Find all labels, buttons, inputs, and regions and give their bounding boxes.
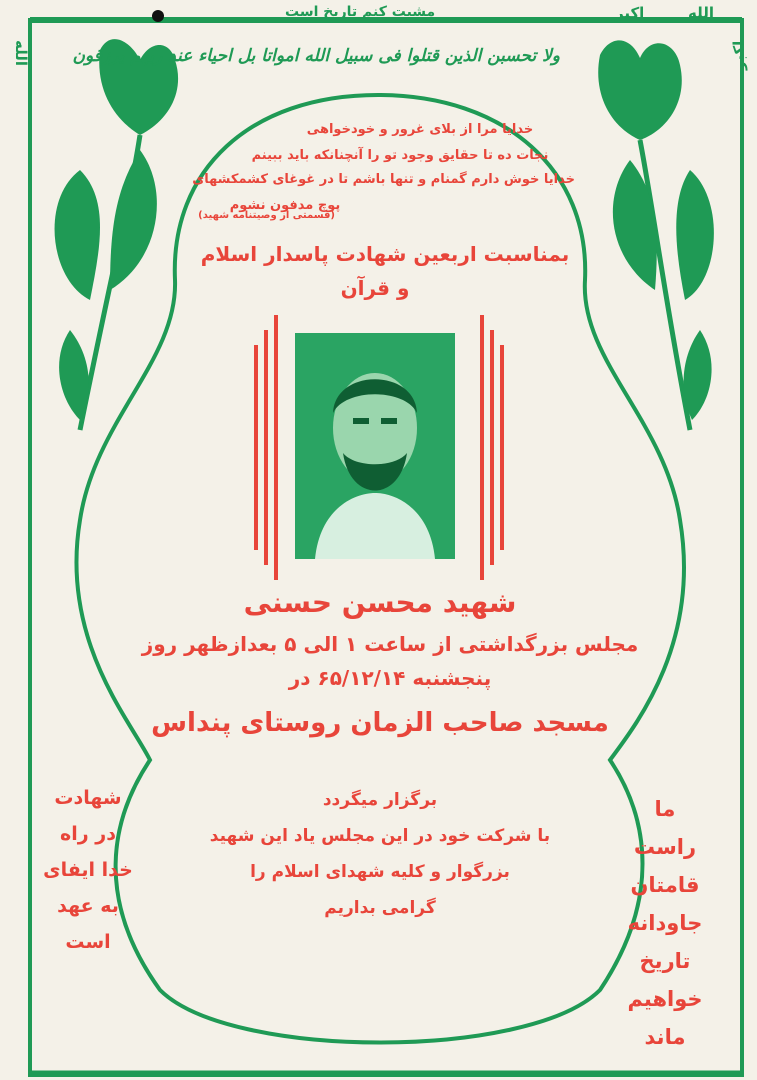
invitation-line-2: با شرکت خود در این مجلس یاد این شهید	[209, 826, 551, 846]
will-line-1: خدایا مرا از بلای غرور و خودخواهی	[306, 122, 534, 137]
right-quote-line: جاودانه	[627, 911, 703, 935]
ink-dot	[152, 10, 164, 22]
right-quote-line: تاریخ	[639, 949, 691, 973]
will-line-4: پوچ مدفون نشوم	[229, 198, 341, 213]
top-center-text: مشیت کنم تاریخ است	[285, 4, 436, 20]
left-quote-line: شهادت	[54, 787, 122, 809]
invitation-line-3: بزرگوار و کلیه شهدای اسلام را	[250, 862, 510, 882]
occasion-line-1: بمناسبت اربعین شهادت پاسدار اسلام	[200, 242, 570, 266]
left-quote-line: است	[65, 931, 111, 953]
top-right-word: الله	[688, 4, 714, 22]
ceremony-line-1: مجلس بزرگداشتی از ساعت ۱ الی ۵ بعدازظهر روز	[141, 632, 639, 656]
left-tulip-icon	[55, 39, 179, 430]
right-quote-line: ما	[654, 797, 676, 821]
will-line-2: نجات ده تا حقایق وجود تو را آنچنانکه باید ببینم	[251, 148, 549, 163]
martyr-name: شهید محسن حسنی	[243, 586, 517, 619]
side-word-left: الله	[12, 40, 30, 66]
right-quote-line: راست	[633, 835, 697, 859]
invitation-line-1: برگزار میگردد	[322, 790, 438, 810]
top-right-word-2: اکبر	[615, 4, 645, 22]
quran-verse: ولا تحسبن الذین قتلوا فی سبیل الله امواتا بل احیاء عند ربهم یرزقون	[72, 46, 560, 66]
will-line-3: خدایا خوش دارم گمنام و تنها باشم تا در غوغای کشمکشهای	[192, 172, 575, 187]
side-word-right: اکبر	[730, 40, 748, 70]
red-stripes-right	[482, 315, 502, 580]
left-quote-line: خدا ایفای	[43, 859, 133, 881]
will-source: (قسمتی از وصیتنامه شهید)	[198, 210, 335, 221]
ceremony-venue: مسجد صاحب الزمان روستای پنداس	[151, 708, 609, 738]
left-quote-line: در راه	[60, 823, 116, 845]
martyr-portrait-photo	[295, 333, 455, 559]
right-quote-line: قامتان	[630, 873, 700, 897]
left-quote	[38, 780, 138, 960]
right-quote-line: خواهیم ماند	[627, 987, 703, 1049]
portrait-silhouette-icon	[295, 333, 455, 559]
right-quote	[610, 790, 720, 1056]
occasion-line-2: و قرآن	[340, 276, 410, 300]
red-stripes-left	[256, 315, 276, 580]
left-quote-line: به عهد	[57, 895, 119, 917]
ceremony-line-2: پنجشنبه ۶۵/۱۲/۱۴ در	[288, 666, 492, 690]
invitation-line-4: گرامی بداریم	[324, 898, 436, 918]
right-tulip-icon	[598, 40, 714, 430]
